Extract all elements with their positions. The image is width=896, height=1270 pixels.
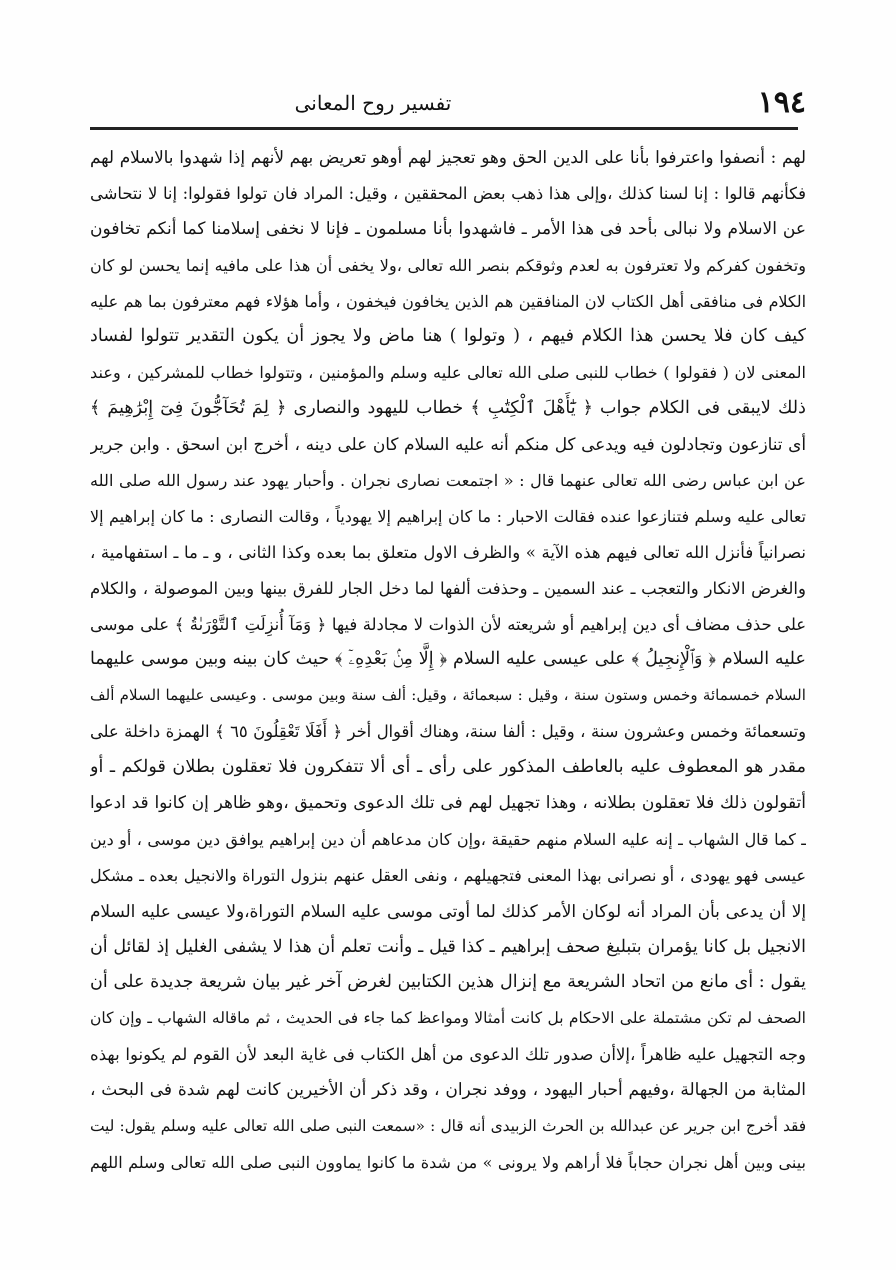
body-text [90,140,806,1181]
text-line: أى تنازعون وتجادلون فيه ويدعى كل منكم أنه عليه السلام كان على دينه ، أخرج ابن اسحق . وابن جرير [90,434,806,455]
text-line: المعنى لان ( فقولوا ) خطاب للنبى صلى الله تعالى عليه وسلم والمؤمنين ، وتتولوا خطاب للمشركين ، وعند [90,363,806,383]
text-line: المثابة من الجهالة ،وفيهم أحبار اليهود ، ووفد نجران ، وقد ذكر أن الأخيرين كانت لهم شدة فى البحث ، [90,1080,806,1101]
text-line: ـ كما قال الشهاب ـ إنه عليه السلام منهم حقيقة ،وإن كان مدعاهم أن دين إبراهيم يوافق دين موسى ، أو دين [90,829,806,849]
text-line: والغرض الانكار والتعجب ـ عند السمين ـ وحذفت ألفها لما دخل الجار للفرق بينها وبين الموصولة ، والكلام [90,578,806,598]
page-number: ١٩٤ [757,85,806,120]
text-line: عليه السلام ﴿ وَٱلْإِنجِيلُ ﴾ على عيسى عليه السلام ﴿ إِلَّا مِنۢ بَعْدِهِۦٓ ﴾ حيث كان بينه وبين موسى عليهما [90,649,806,670]
text-line: عيسى فهو يهودى ، أو نصرانى بهذا المعنى فتجهيلهم ، ونفى العقل عنهم بنزول التوراة والانجيل بعده ـ مشكل [90,865,806,885]
page-header [90,84,806,124]
text-line: وتخفون كفركم ولا تعترفون به لعدم وثوقكم بنصر الله تعالى ،ولا يخفى أن هذا على مافيه إنما يحسن لو كان [90,255,806,275]
header-rule [90,127,798,130]
text-line: عن ابن عباس رضى الله تعالى عنهما قال : « اجتمعت نصارى نجران . وأحبار يهود عند رسول الله صلى الله [90,471,806,491]
text-line: تعالى عليه وسلم فتنازعوا عنده فقالت الاحبار : ما كان إبراهيم إلا يهودياً ، وقالت النصارى : ما كان إبراهيم إلا [90,506,806,526]
text-line: الصحف لم تكن مشتملة على الاحكام بل كانت أمثالا ومواعظ كما جاء فى الحديث ، ثم ماقاله الشهاب ـ وإن كان [90,1009,806,1028]
text-line: مقدر هو المعطوف عليه بالعاطف المذكور على رأى ـ أى ألا تتفكرون فلا تعقلون بطلان قولكم ـ أو [90,757,806,778]
running-title: تفسير روح المعانى [294,91,452,115]
text-line: عن الاسلام ولا نبالى بأحد فى هذا الأمر ـ فاشهدوا بأنا مسلمون ـ فإنا لا نخفى إسلامنا كما أنكم تخافون [90,218,806,239]
text-line: إلا أن يدعى بأن المراد أنه لوكان الأمر كذلك لما أوتى موسى عليه السلام التوراة،ولا عيسى عليه السلام [90,900,806,921]
text-line: ذلك لايبقى فى الكلام جواب ﴿ يَٰٓأَهْلَ ٱلْكِتَٰبِ ﴾ خطاب لليهود والنصارى ﴿ لِمَ تُحَآجُّونَ فِىٓ إِبْرَٰهِيمَ ﴾ [90,398,806,419]
text-line: نصرانياً فأنزل الله تعالى فيهم هذه الآية » والظرف الاول متعلق بما بعده وكذا الثانى ، و ـ ما ـ استفهامية ، [90,542,806,562]
text-line: وتسعمائة وخمس وعشرون سنة ، وقيل : ألفا سنة، وهناك أقوال أخر ﴿ أَفَلَا تَعْقِلُونَ ٦٥ ﴾ الهمزة داخلة على [90,722,806,742]
text-line: يقول : أى مانع من اتحاد الشريعة مع إنزال هذين الكتابين لغرض آخر غير بيان شريعة جديدة على أن [90,972,806,993]
text-line: فكأنهم قالوا : إنا لسنا كذلك ،وإلى هذا ذهب بعض المحققين ، وقيل: المراد فان تولوا فقولوا: إنا لا نتحاشى [90,183,806,203]
text-line: أتقولون ذلك فلا تعقلون بطلانه ، وهذا تجهيل لهم فى تلك الدعوى وتحميق ،وهو ظاهر إن كانوا قد ادعوا [90,793,806,814]
text-line: كيف كان فلا يحسن هذا الكلام فيهم ، ( وتولوا ) هنا ماض ولا يجوز أن يكون التقدير تتولوا لفساد [90,326,806,347]
text-line: السلام خمسمائة وخمس وستون سنة ، وقيل : سبعمائة ، وقيل: ألف سنة وبين موسى . وعيسى عليهما السلام ألف [90,686,806,705]
text-line: على حذف مضاف أى دين إبراهيم أو شريعته لأن الذوات لا مجادلة فيها ﴿ وَمَآ أُنزِلَتِ ٱلتَّوْرَىٰةُ ﴾ على موسى [90,614,806,634]
text-line: وجه التجهيل عليه ظاهراً ،إلاأن صدور تلك الدعوى من أهل الكتاب فى غاية البعد لأن القوم لم يكونوا بهذه [90,1045,806,1065]
text-line: الكلام فى منافقى أهل الكتاب لان المنافقين هم الذين يخافون فيخفون ، وأما هؤلاء فهم معترفون بما هم عليه [90,291,806,311]
text-line: لهم : أنصفوا واعترفوا بأنا على الدين الحق وهو تعجيز لهم أوهو تعريض بهم لأنهم إذا شهدوا بالاسلام لهم [90,147,806,167]
text-line: فقد أخرج ابن جرير عن عبدالله بن الحرث الزبيدى أنه قال : «سمعت النبى صلى الله تعالى عليه وسلم يقول: ليت [90,1117,806,1136]
text-line: بينى وبين أهل نجران حجاباً فلا أراهم ولا يرونى » من شدة ما كانوا يماوون النبى صلى الله تعالى وسلم اللهم [90,1152,806,1172]
text-line: الانجيل بل كانا يؤمران بتبليغ صحف إبراهيم ـ كذا قيل ـ وأنت تعلم أن هذا لا يشفى الغليل إذ لقائل أن [90,936,806,957]
